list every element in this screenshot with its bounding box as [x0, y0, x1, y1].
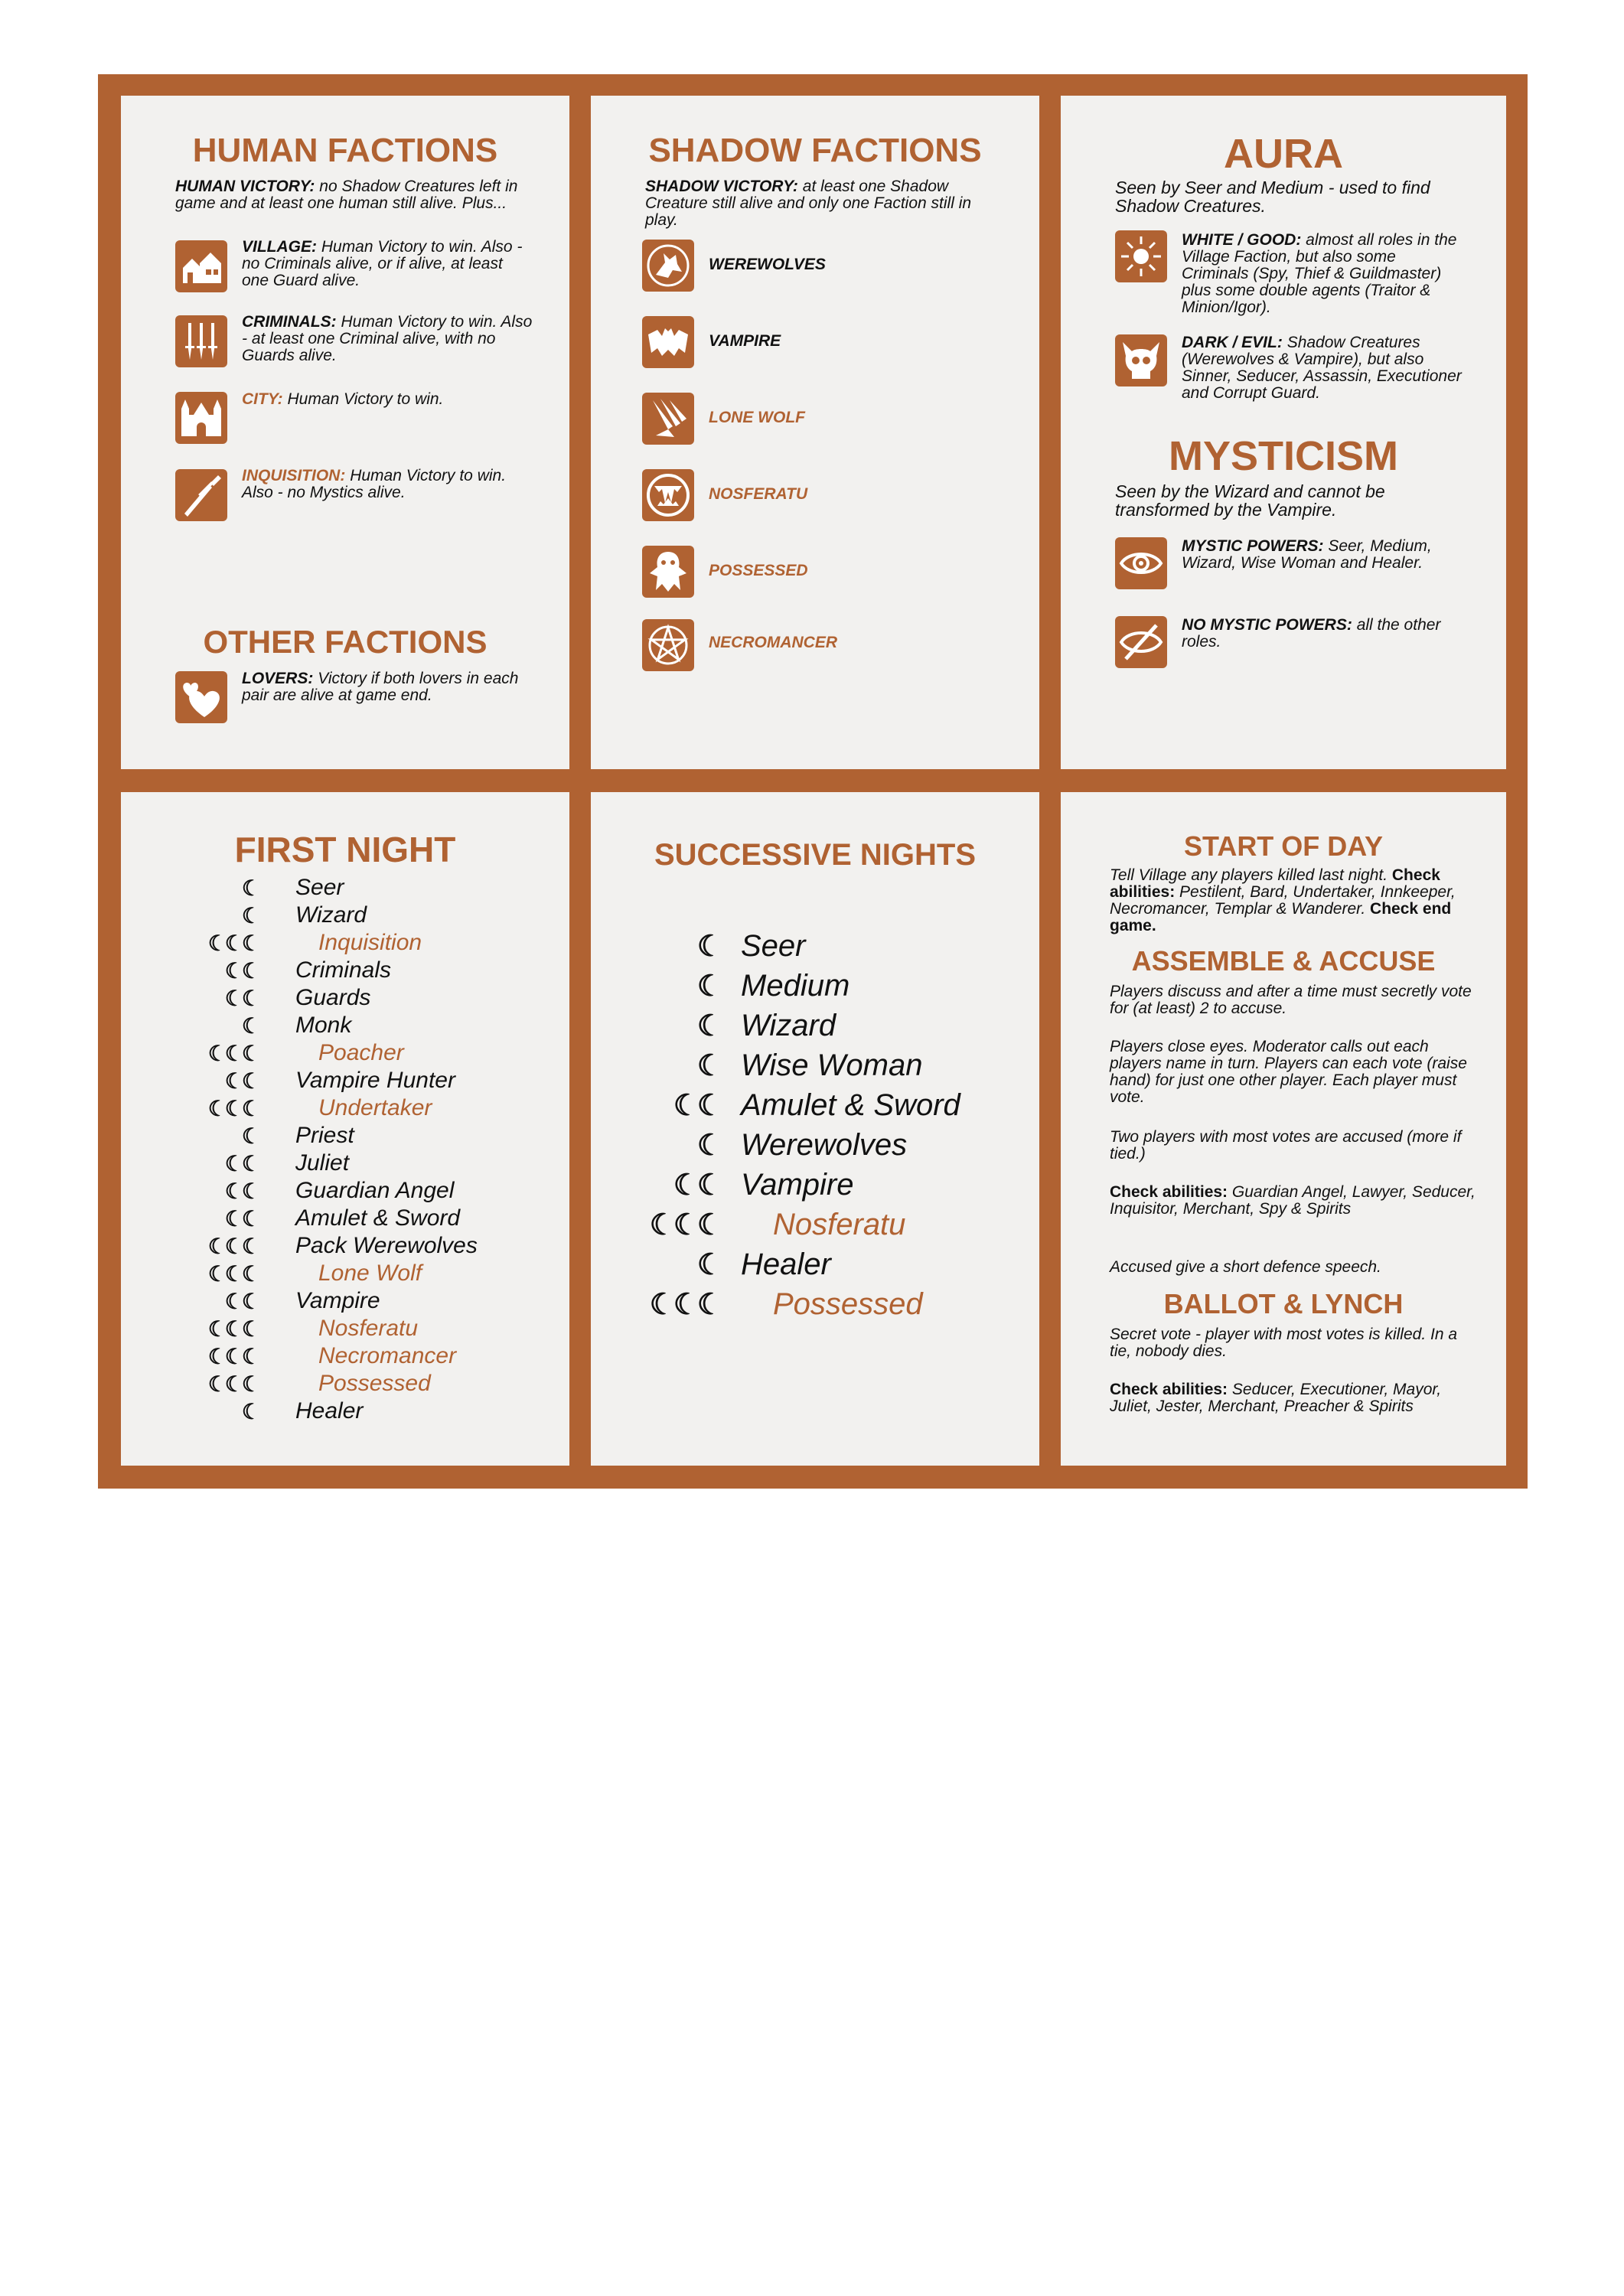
human-victory-text: HUMAN VICTORY: no Shadow Creatures left in game and at least one human still alive. Plus... — [175, 178, 518, 212]
moon-icon: ☾ — [696, 1009, 721, 1042]
bat-icon — [642, 316, 694, 368]
moon-icon: ☾☾ — [224, 1206, 259, 1231]
moon-icon: ☾☾☾ — [207, 1371, 259, 1396]
moon-icon: ☾☾☾ — [207, 931, 259, 955]
list-item: ☾ Medium — [696, 968, 850, 1003]
moon-icon: ☾ — [696, 1129, 721, 1162]
list-item: ☾ Priest — [241, 1123, 354, 1148]
moon-icon: ☾☾ — [224, 958, 259, 983]
moon-icon: ☾☾ — [673, 1169, 721, 1202]
moon-icon: ☾ — [696, 1049, 721, 1082]
moon-icon: ☾☾☾ — [207, 1261, 259, 1286]
wolf-head-icon — [642, 240, 694, 292]
moon-icon: ☾☾ — [224, 1289, 259, 1313]
list-item: ☾☾☾ Possessed — [649, 1287, 923, 1321]
moon-icon: ☾ — [696, 1248, 721, 1281]
eye-slash-icon — [1115, 616, 1167, 668]
moon-icon: ☾☾☾ — [207, 1344, 259, 1368]
first-night-panel — [121, 792, 569, 1466]
list-item: ☾ Seer — [696, 928, 806, 963]
ballot-lynch-title: BALLOT & LYNCH — [1163, 1288, 1404, 1319]
list-item: ☾ Wizard — [241, 902, 367, 928]
moon-icon: ☾ — [241, 903, 259, 928]
werewolves-label: WEREWOLVES — [709, 256, 826, 273]
aura-mysticism-panel — [1061, 96, 1506, 769]
aura-title: AURA — [1224, 131, 1343, 177]
list-item: ☾ Monk — [241, 1013, 352, 1038]
list-item: ☾☾☾ Pack Werewolves — [207, 1233, 478, 1258]
assemble-text-3: Two players with most votes are accused (more if tied.) — [1110, 1128, 1462, 1163]
list-item: ☾☾☾ Lone Wolf — [207, 1261, 422, 1286]
moon-icon: ☾☾☾ — [207, 1096, 259, 1120]
assemble-check-abilities: Check abilities: Guardian Angel, Lawyer, Seducer, Inquisitor, Merchant, Spy & Spirits — [1110, 1183, 1476, 1218]
list-item: ☾ Wise Woman — [696, 1048, 923, 1082]
moon-icon: ☾☾☾ — [649, 1208, 721, 1241]
mysticism-intro: Seen by the Wizard and cannot be transformed by the Vampire. — [1115, 481, 1385, 520]
list-item: ☾☾☾ Possessed — [207, 1371, 431, 1396]
moon-icon: ☾ — [241, 1124, 259, 1148]
human-factions-title: HUMAN FACTIONS — [192, 132, 498, 169]
ghost-icon — [642, 546, 694, 598]
moon-icon: ☾☾☾ — [649, 1288, 721, 1321]
hearts-icon — [175, 671, 227, 723]
village-icon — [175, 240, 227, 292]
list-item: ☾ Seer — [241, 875, 344, 900]
white-good-text: WHITE / GOOD: almost all roles in the Village Faction, but also some Criminals (Spy, Thief & Guildmaster) plus some double agents (Traitor & Minion/Igor). — [1182, 231, 1457, 316]
list-item: ☾☾ Vampire — [224, 1288, 380, 1313]
list-item: ☾ Werewolves — [696, 1127, 908, 1162]
criminals-text: CRIMINALS: Human Victory to win. Also - at least one Criminal alive, with no Guards alive. — [242, 313, 533, 364]
assemble-text-2: Players close eyes. Moderator calls out each players name in turn. Players can each vote (raise hand) for just one other player. Each player must vote. — [1110, 1038, 1467, 1106]
list-item: ☾☾ Criminals — [224, 957, 392, 983]
day-phases-panel — [1061, 792, 1506, 1466]
list-item: ☾☾ Guardian Angel — [224, 1178, 455, 1203]
shadow-factions-panel — [591, 96, 1039, 769]
list-item: ☾☾ Amulet & Sword — [673, 1088, 960, 1122]
list-item: ☾☾ Vampire — [673, 1167, 854, 1202]
daggers-icon — [175, 315, 227, 367]
moon-icon: ☾ — [241, 1399, 259, 1424]
list-item: ☾ Wizard — [696, 1008, 836, 1042]
shadow-factions-title: SHADOW FACTIONS — [648, 132, 982, 169]
human-factions-panel — [121, 96, 569, 769]
moon-icon: ☾ — [241, 1013, 259, 1038]
moon-icon: ☾☾ — [224, 1068, 259, 1093]
moon-icon: ☾☾ — [224, 1151, 259, 1176]
demon-skull-icon — [1115, 334, 1167, 386]
moon-icon: ☾☾ — [224, 1179, 259, 1203]
possessed-label: POSSESSED — [709, 562, 808, 579]
start-of-day-text: Tell Village any players killed last night. Check abilities: Pestilent, Bard, Undertaker, Innkeeper, Necromancer, Templar & Wanderer. Check end game. — [1110, 866, 1456, 934]
castle-icon — [175, 392, 227, 444]
claw-icon — [642, 393, 694, 445]
assemble-text-4: Accused give a short defence speech. — [1110, 1258, 1381, 1276]
list-item: ☾☾☾ Inquisition — [207, 930, 422, 955]
dark-evil-text: DARK / EVIL: Shadow Creatures (Werewolves & Vampire), but also Sinner, Seducer, Assassin, Executioner and Corrupt Guard. — [1182, 334, 1462, 402]
list-item: ☾☾ Vampire Hunter — [224, 1068, 455, 1093]
mysticism-title: MYSTICISM — [1168, 433, 1398, 479]
start-of-day-title: START OF DAY — [1183, 830, 1383, 862]
assemble-accuse-title: ASSEMBLE & ACCUSE — [1131, 945, 1436, 977]
necromancer-label: NECROMANCER — [709, 634, 837, 651]
moon-icon: ☾☾☾ — [207, 1316, 259, 1341]
moon-icon: ☾☾☾ — [207, 1041, 259, 1065]
moon-icon: ☾ — [696, 970, 721, 1003]
moon-icon: ☾☾ — [673, 1089, 721, 1122]
list-item: ☾ Healer — [241, 1398, 364, 1424]
first-night-title: FIRST NIGHT — [234, 830, 456, 869]
moon-icon: ☾☾ — [224, 986, 259, 1010]
sword-icon — [175, 469, 227, 521]
nosferatu-label: NOSFERATU — [709, 485, 808, 503]
ballot-text: Secret vote - player with most votes is killed. In a tie, nobody dies. — [1110, 1326, 1458, 1360]
moon-icon: ☾ — [696, 930, 721, 963]
list-item: ☾☾ Amulet & Sword — [224, 1205, 461, 1231]
successive-nights-panel — [591, 792, 1039, 1466]
mystic-powers-text: MYSTIC POWERS: Seer, Medium, Wizard, Wise Woman and Healer. — [1182, 537, 1432, 572]
assemble-text-1: Players discuss and after a time must secretly vote for (at least) 2 to accuse. — [1110, 983, 1472, 1017]
moon-icon: ☾☾☾ — [207, 1234, 259, 1258]
sun-icon — [1115, 230, 1167, 282]
inquisition-text: INQUISITION: Human Victory to win. Also - no Mystics alive. — [242, 467, 507, 501]
lovers-text: LOVERS: Victory if both lovers in each pair are alive at game end. — [242, 670, 519, 704]
list-item: ☾☾ Guards — [224, 985, 371, 1010]
list-item: ☾☾☾ Nosferatu — [207, 1316, 419, 1341]
no-mystic-powers-text: NO MYSTIC POWERS: all the other roles. — [1182, 616, 1441, 651]
village-text: VILLAGE: Human Victory to win. Also - no Criminals alive, or if alive, at least one Guard alive. — [242, 238, 523, 289]
moon-icon: ☾ — [241, 876, 259, 900]
lone-wolf-label: LONE WOLF — [709, 409, 805, 426]
list-item: ☾☾☾ Poacher — [207, 1040, 404, 1065]
list-item: ☾☾☾ Necromancer — [207, 1343, 457, 1368]
aura-intro: Seen by Seer and Medium - used to find Shadow Creatures. — [1115, 178, 1430, 216]
city-text: CITY: Human Victory to win. — [242, 390, 444, 408]
vampire-label: VAMPIRE — [709, 332, 781, 350]
shadow-victory-text: SHADOW VICTORY: at least one Shadow Creature still alive and only one Faction still in play. — [645, 178, 972, 229]
ballot-check-abilities: Check abilities: Seducer, Executioner, Mayor, Juliet, Jester, Merchant, Preacher & Spirits — [1110, 1381, 1442, 1415]
list-item: ☾☾ Juliet — [224, 1150, 350, 1176]
pentagram-icon — [642, 619, 694, 671]
other-factions-title: OTHER FACTIONS — [203, 624, 488, 660]
successive-nights-title: SUCCESSIVE NIGHTS — [654, 838, 977, 872]
list-item: ☾ Healer — [696, 1247, 831, 1281]
list-item: ☾☾☾ Undertaker — [207, 1095, 432, 1120]
eye-icon — [1115, 537, 1167, 589]
list-item: ☾☾☾ Nosferatu — [649, 1207, 906, 1241]
fangs-icon — [642, 469, 694, 521]
